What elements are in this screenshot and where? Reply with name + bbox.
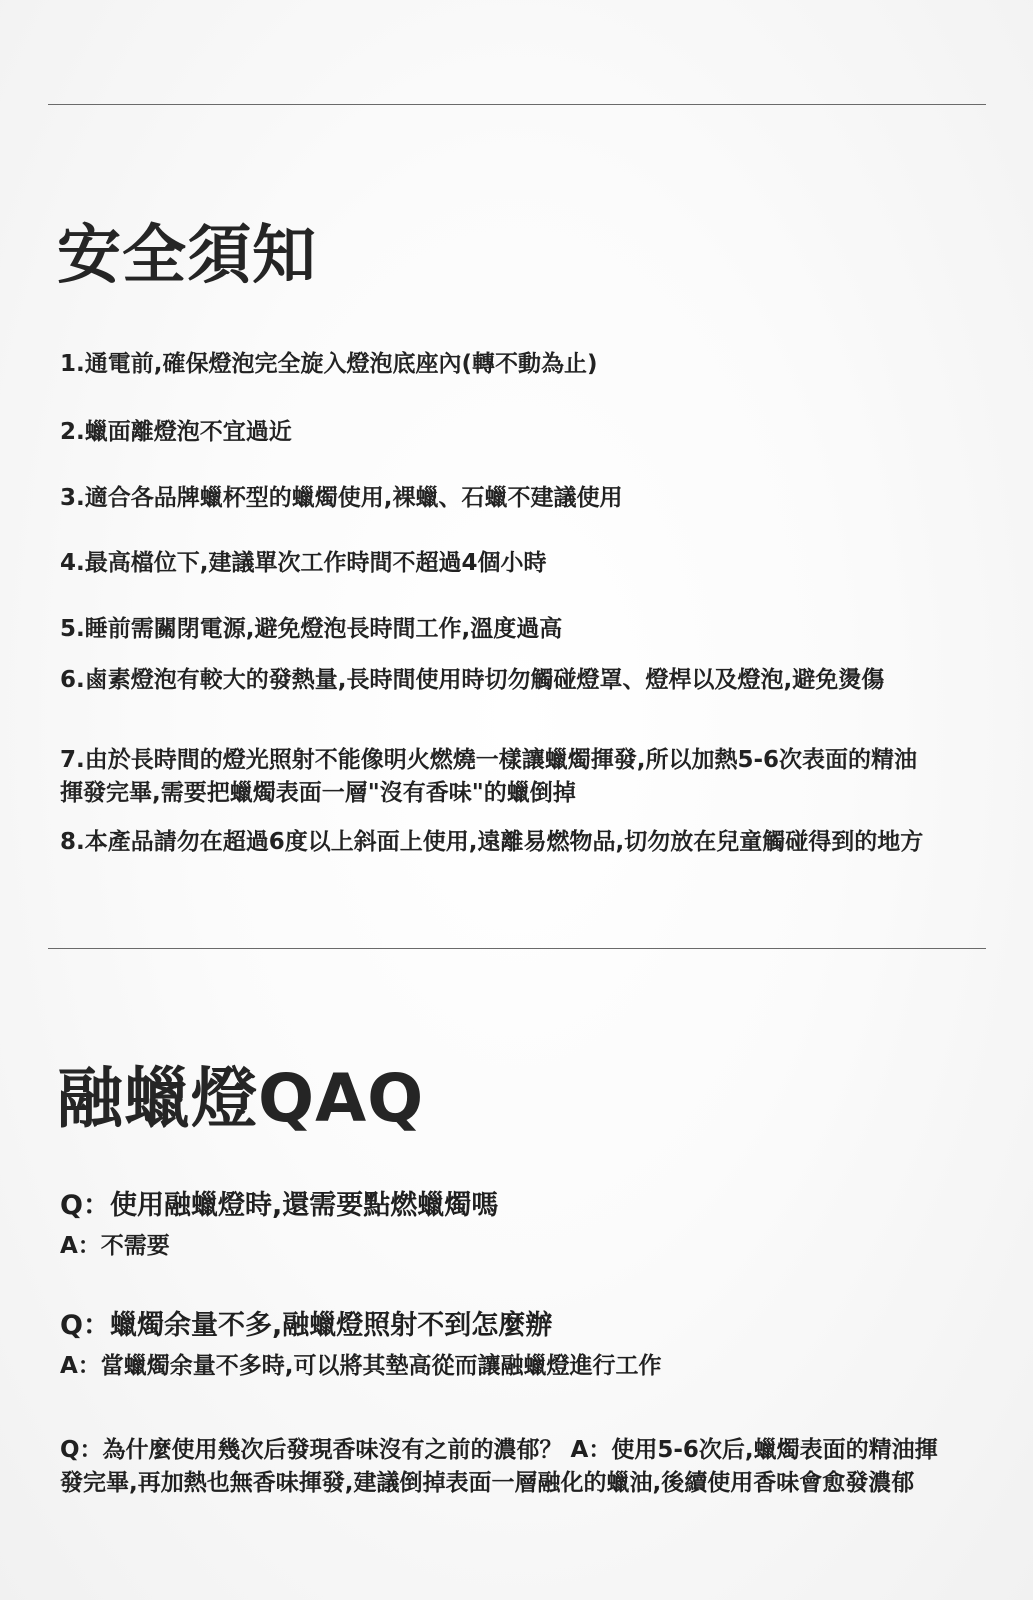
safety-item-2: 2.蠟面離燈泡不宜過近 (60, 419, 292, 445)
safety-title: 安全須知 (57, 219, 317, 293)
safety-item-4: 4.最高檔位下,建議單次工作時間不超過4個小時 (60, 550, 547, 576)
top-divider (48, 104, 986, 105)
qa-answer-1: A：不需要 (60, 1233, 170, 1259)
qa-question-1: Q：使用融蠟燈時,還需要點燃蠟燭嗎 (60, 1190, 499, 1221)
safety-item-5: 5.睡前需關閉電源,避免燈泡長時間工作,溫度過高 (60, 616, 563, 642)
safety-item-3: 3.適合各品牌蠟杯型的蠟燭使用,裸蠟、石蠟不建議使用 (60, 485, 623, 511)
safety-item-8: 8.本產品請勿在超過6度以上斜面上使用,遠離易燃物品,切勿放在兒童觸碰得到的地方 (60, 829, 924, 855)
safety-item-1: 1.通電前,確保燈泡完全旋入燈泡底座內(轉不動為止) (60, 351, 598, 377)
safety-item-7: 7.由於長時間的燈光照射不能像明火燃燒一樣讓蠟燭揮發,所以加熱5-6次表面的精油揮發完畢,需要把蠟燭表面一層"沒有香味"的蠟倒掉 (60, 747, 918, 806)
safety-item-6: 6.鹵素燈泡有較大的發熱量,長時間使用時切勿觸碰燈罩、燈桿以及燈泡,避免燙傷 (60, 667, 885, 693)
qa-question-answer-3: Q：為什麼使用幾次后發現香味沒有之前的濃郁？ A：使用5-6次后,蠟燭表面的精油揮發完畢,再加熱也無香味揮發,建議倒掉表面一層融化的蠟油,後續使用香味會愈發濃郁 (60, 1437, 938, 1496)
qa-question-2: Q：蠟燭余量不多,融蠟燈照射不到怎麼辦 (60, 1310, 553, 1341)
qa-title: 融蠟燈QAQ (57, 1060, 425, 1137)
qa-answer-2: A：當蠟燭余量不多時,可以將其墊高從而讓融蠟燈進行工作 (60, 1353, 662, 1379)
middle-divider (48, 948, 986, 949)
